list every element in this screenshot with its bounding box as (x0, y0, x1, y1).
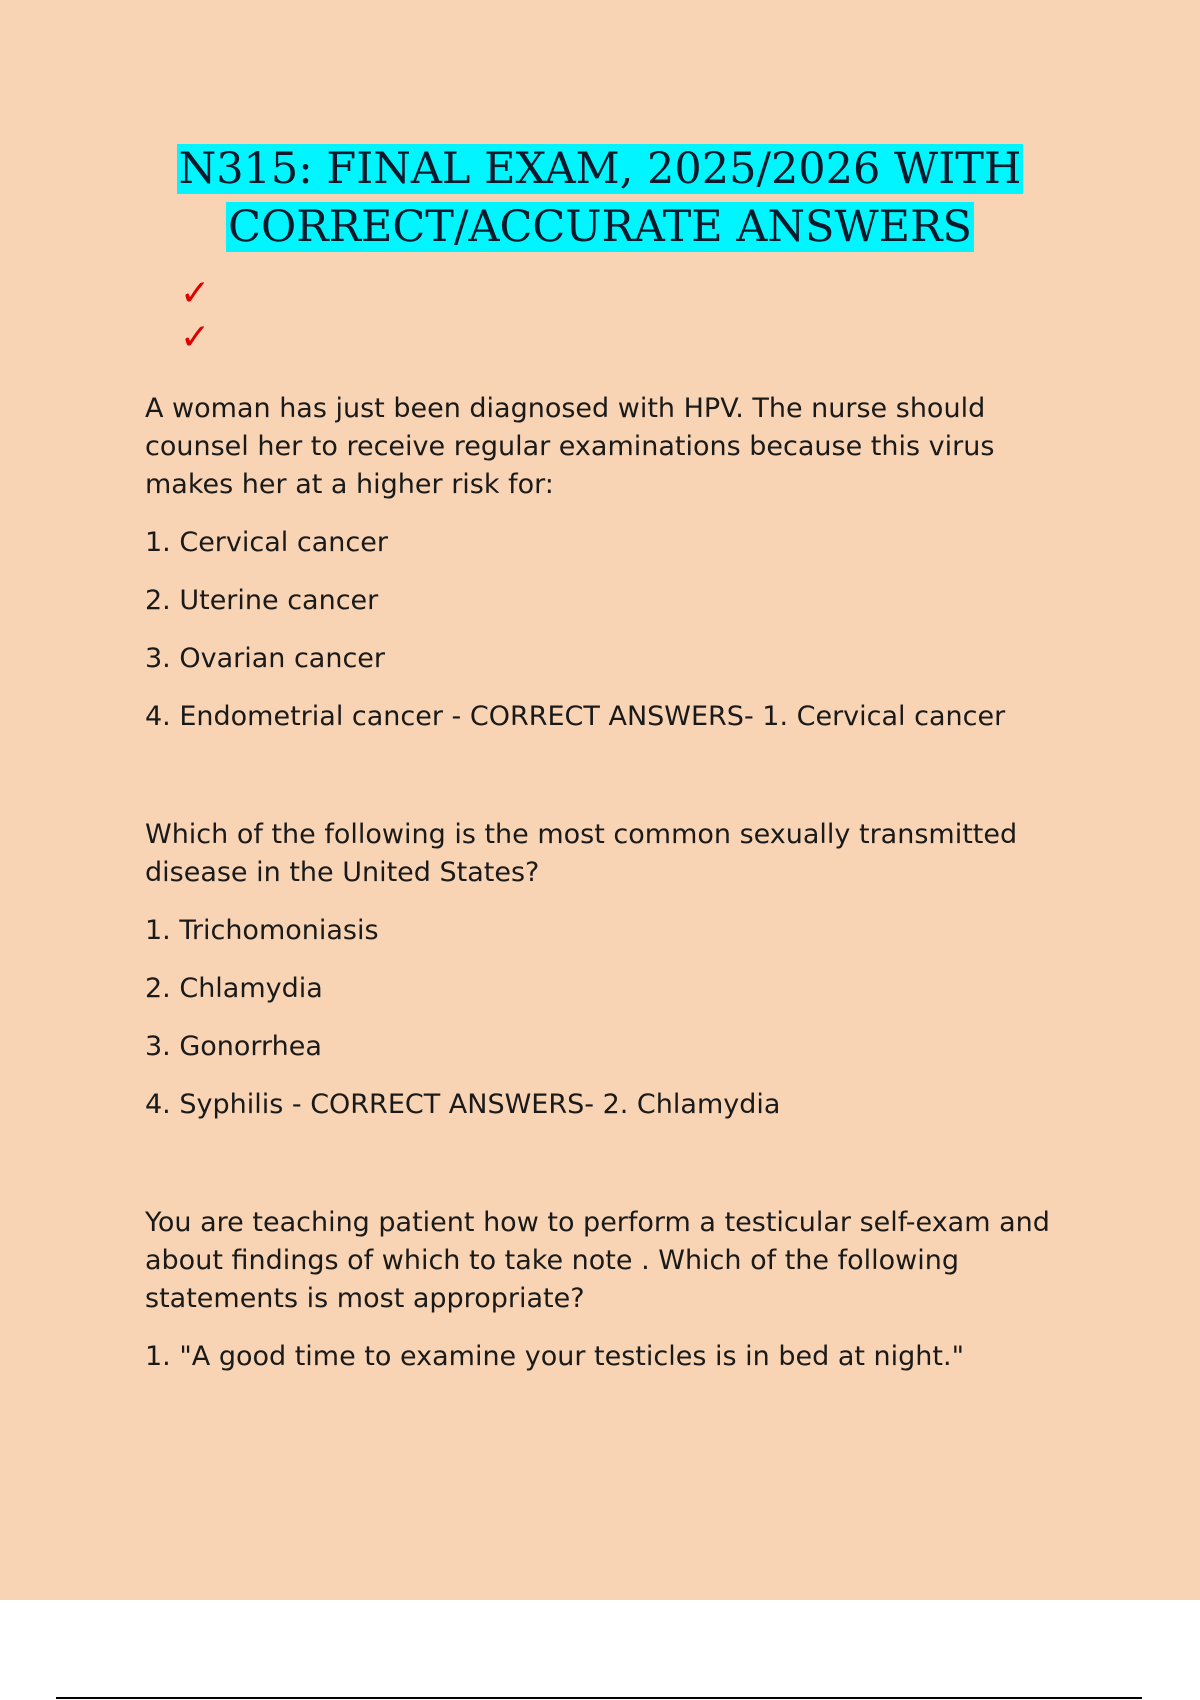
title-line-1: N315: FINAL EXAM, 2025/2026 WITH (178, 144, 1022, 194)
answer-option: 1. "A good time to examine your testicles is in bed at night." (145, 1341, 964, 1372)
answer-option: 1. Cervical cancer (145, 527, 388, 558)
answer-option-with-correct-answer: 4. Syphilis - CORRECT ANSWERS- 2. Chlamydia (145, 1089, 781, 1120)
answer-option: 1. Trichomoniasis (145, 915, 379, 946)
question-text: A woman has just been diagnosed with HPV. The nurse should counsel her to receive regular examinations because this virus makes her at a higher risk for: (145, 393, 995, 500)
question-block-2 (145, 816, 1085, 1124)
answer-option: 3. Gonorrhea (145, 1031, 322, 1062)
answer-option: 2. Uterine cancer (145, 585, 379, 616)
question-text: You are teaching patient how to perform a testicular self-exam and about findings of which to take note . Which of the following statements is most appropriate? (145, 1207, 1050, 1314)
question-block-3 (145, 1204, 1085, 1376)
answer-option-with-correct-answer: 4. Endometrial cancer - CORRECT ANSWERS- 1. Cervical cancer (145, 701, 1006, 732)
checkmark-icon: ✓ (180, 317, 211, 358)
answer-option: 2. Chlamydia (145, 973, 323, 1004)
document-title (0, 140, 1200, 256)
check-marks (180, 272, 210, 360)
question-block-1 (145, 390, 1085, 736)
answer-option: 3. Ovarian cancer (145, 643, 386, 674)
checkmark-icon: ✓ (180, 273, 211, 314)
questions-content (145, 390, 1085, 1456)
footer-divider (56, 1697, 1142, 1699)
title-line-2: CORRECT/ACCURATE ANSWERS (228, 202, 972, 252)
question-text: Which of the following is the most common sexually transmitted disease in the United States? (145, 819, 1018, 888)
